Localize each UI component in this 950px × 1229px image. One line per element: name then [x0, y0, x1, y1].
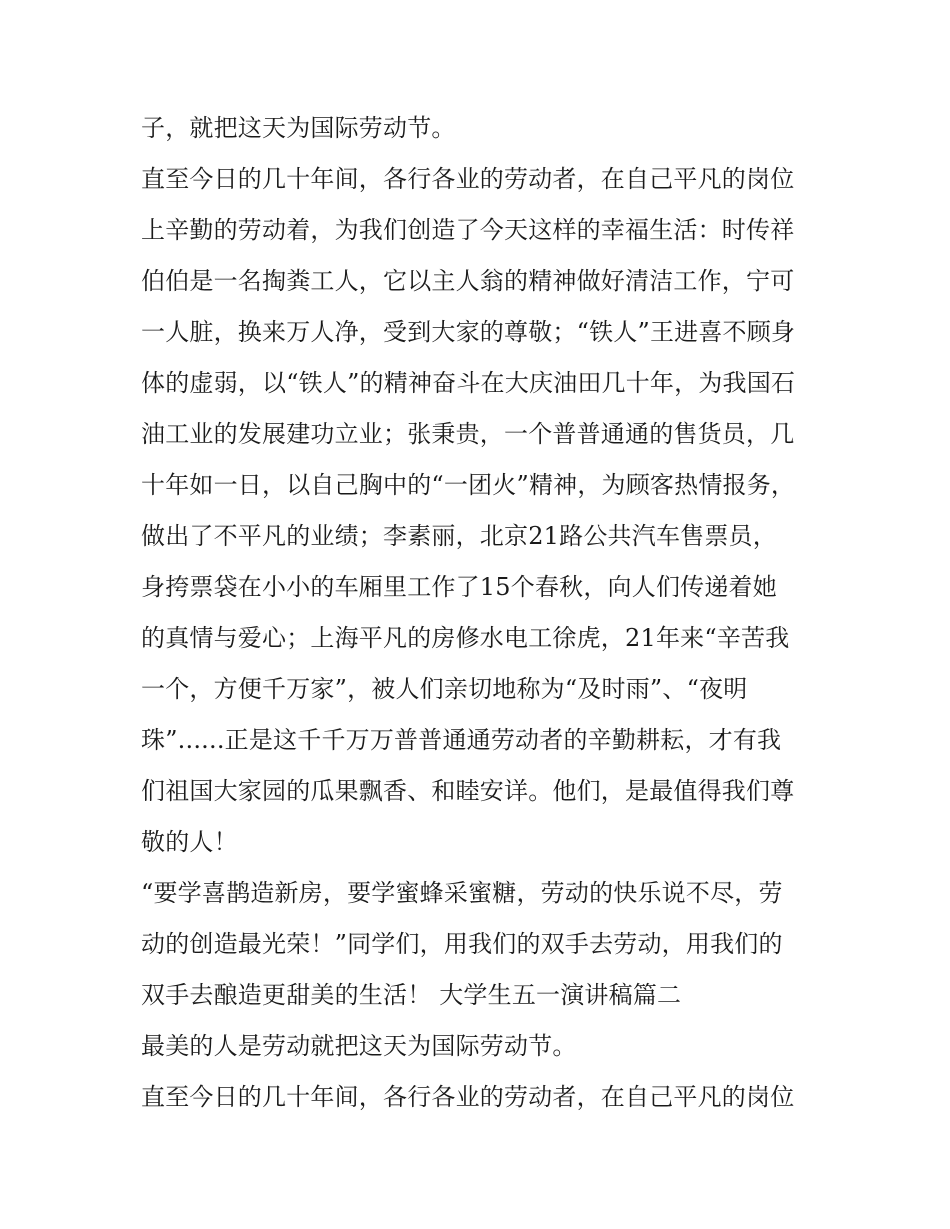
text-line: 十年如一日，以自己胸中的“一团火”精神，为顾客热情报务，: [141, 471, 796, 499]
text-line: 双手去酿造更甜美的生活！ 大学生五一演讲稿篇二: [141, 981, 682, 1009]
text-line: 油工业的发展建功立业；张秉贵，一个普普通通的售货员，几: [141, 420, 795, 448]
text-line: 一人脏，换来万人净，受到大家的尊敬；“铁人”王进喜不顾身: [141, 318, 796, 346]
text-line: 做出了不平凡的业绩；李素丽，北京21路公共汽车售票员，: [141, 522, 777, 550]
text-line: 一个，方便千万家”，被人们亲切地称为“及时雨”、“夜明: [141, 675, 748, 703]
text-line: 身挎票袋在小小的车厢里工作了15个春秋，向人们传递着她: [141, 573, 777, 601]
text-line: 最美的人是劳动就把这天为国际劳动节。: [141, 1032, 577, 1060]
text-line: 子，就把这天为国际劳动节。: [141, 114, 456, 142]
text-line: 体的虚弱，以“铁人”的精神奋斗在大庆油田几十年，为我国石: [141, 369, 796, 397]
text-line: 伯伯是一名掏粪工人，它以主人翁的精神做好清洁工作，宁可: [141, 267, 795, 295]
text-line: “要学喜鹊造新房，要学蜜蜂采蜜糖，劳动的快乐说不尽，劳: [141, 879, 783, 907]
text-line: 的真情与爱心；上海平凡的房修水电工徐虎，21年来“辛苦我: [141, 624, 790, 652]
text-line: 直至今日的几十年间，各行各业的劳动者，在自己平凡的岗位: [141, 1083, 795, 1111]
text-line: 们祖国大家园的瓜果飘香、和睦安详。他们，是最值得我们尊: [141, 777, 795, 805]
text-line: 敬的人！: [141, 828, 238, 856]
text-line: 珠”......正是这千千万万普普通通劳动者的辛勤耕耘，才有我: [141, 726, 782, 754]
text-line: 动的创造最光荣！”同学们，用我们的双手去劳动，用我们的: [141, 930, 783, 958]
text-line: 直至今日的几十年间，各行各业的劳动者，在自己平凡的岗位: [141, 165, 795, 193]
text-line: 上辛勤的劳动着，为我们创造了今天这样的幸福生活：时传祥: [141, 216, 795, 244]
